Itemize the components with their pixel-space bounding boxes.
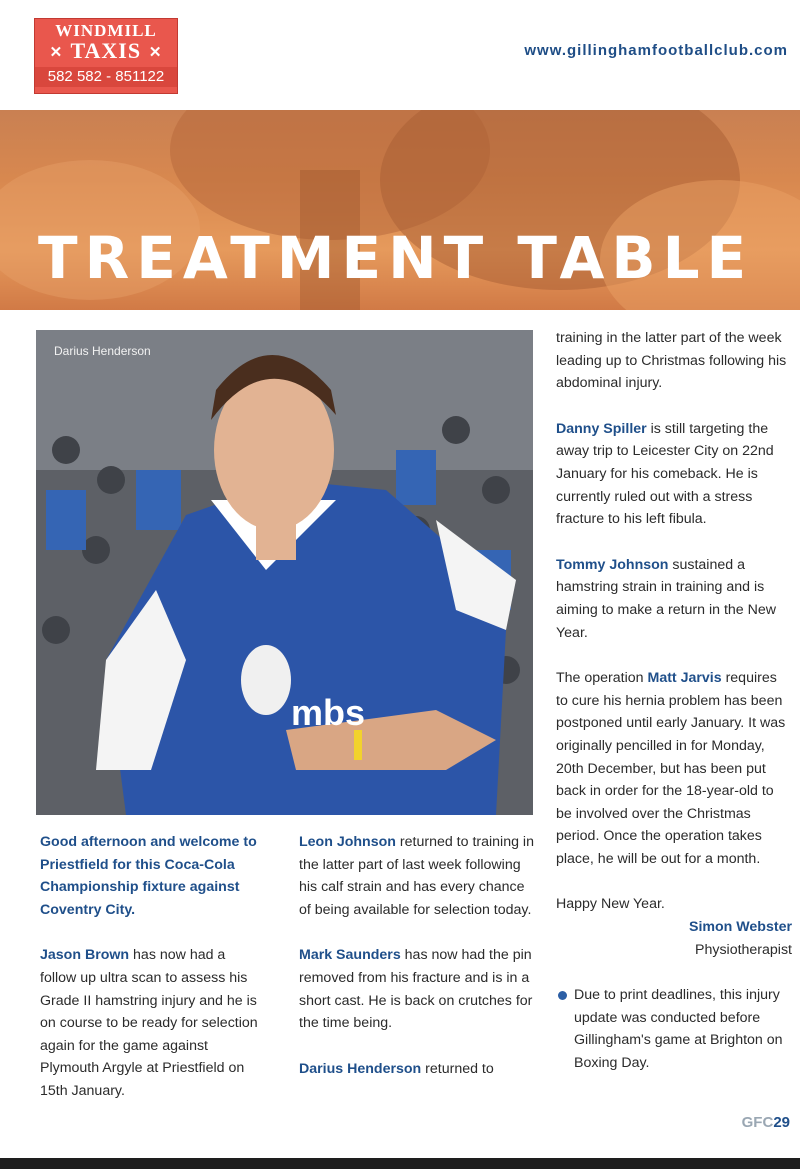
danny-spiller-paragraph xyxy=(556,418,792,531)
paragraph-text: sustained a hamstring strain in training and is aiming to make a return in the New Year. xyxy=(556,556,777,641)
column-1 xyxy=(40,831,265,1126)
intro-paragraph: Good afternoon and welcome to Priestfield for this Coca-Cola Championship fixture against Coventry City. xyxy=(40,834,257,918)
page-prefix: GFC xyxy=(741,1114,774,1131)
paragraph-text: is still targeting the away trip to Leicester City on 22nd January for his comeback. He is currently ruled out with a stress fracture to his left fibula. xyxy=(556,420,774,528)
shirt-sponsor-text: mbs xyxy=(291,692,366,733)
paragraph-text: has now had a follow up ultra scan to assess his Grade II hamstring injury and he is on course to be ready for selection again for the game against Plymouth Argyle at Priestfield on 15th January. xyxy=(40,947,258,1099)
treatment-table-banner xyxy=(0,110,800,310)
darius-continued-paragraph: training in the latter part of the week leading up to Christmas following his abdominal injury. xyxy=(556,330,787,392)
signature-name: Simon Webster xyxy=(688,919,792,936)
leon-johnson-paragraph xyxy=(299,831,534,921)
player-name: Leon Johnson xyxy=(299,834,396,850)
matt-jarvis-paragraph xyxy=(556,667,792,870)
paragraph-text: has now had the pin removed from his fracture and is in a short cast. He is back on crutches for the time being. xyxy=(299,947,533,1032)
player-name: Matt Jarvis xyxy=(647,670,722,687)
paragraph-text: requires to cure his hernia problem has been postponed until early January. It was originally pencilled in for Monday, 20th December, but has been put back in order for the 18-year-old to be involved over the Christmas period. Once the operation takes place, he will be out for a month. xyxy=(556,670,786,867)
paragraph-text: returned to training in the latter part of last week following his calf strain and has every chance of being available for selection today. xyxy=(299,834,534,918)
darius-henderson-paragraph xyxy=(299,1058,534,1081)
bullet-icon xyxy=(558,991,567,1000)
page-title: TREATMENT TABLE xyxy=(38,224,754,292)
photo-caption: Darius Henderson xyxy=(54,344,151,358)
player-name: Mark Saunders xyxy=(299,947,401,964)
player-image xyxy=(36,330,533,815)
player-photo xyxy=(36,330,533,815)
mark-saunders-paragraph xyxy=(299,944,534,1034)
paragraph-text: The operation xyxy=(556,670,648,687)
column-3 xyxy=(556,327,792,1075)
bottom-edge xyxy=(0,1158,800,1169)
player-name: Jason Brown xyxy=(40,947,130,964)
windmill-icon: ✕ xyxy=(49,44,64,61)
ad-phone: 582 582 - 851122 xyxy=(35,67,177,87)
ad-name: WINDMILL xyxy=(55,21,157,40)
page-number xyxy=(742,1114,790,1131)
windmill-icon: ✕ xyxy=(148,44,163,61)
paragraph-text: returned to xyxy=(421,1060,494,1077)
jason-brown-paragraph xyxy=(40,944,265,1102)
note-text: Due to print deadlines, this injury update was conducted before Gillingham's game at Brighton on Boxing Day. xyxy=(574,987,783,1072)
site-url[interactable]: www.gillinghamfootballclub.com xyxy=(524,42,788,59)
signature-role: Physiotherapist xyxy=(695,941,792,958)
tommy-johnson-paragraph xyxy=(556,554,792,644)
player-name: Darius Henderson xyxy=(299,1060,422,1077)
greeting: Happy New Year. xyxy=(556,896,665,913)
ad-taxis: TAXIS xyxy=(70,38,142,63)
print-deadline-note xyxy=(574,984,792,1074)
player-name: Danny Spiller xyxy=(556,420,647,437)
player-name: Tommy Johnson xyxy=(556,556,669,573)
windmill-taxis-ad xyxy=(34,18,178,94)
page-num: 29 xyxy=(773,1114,790,1131)
column-2 xyxy=(299,831,534,1103)
